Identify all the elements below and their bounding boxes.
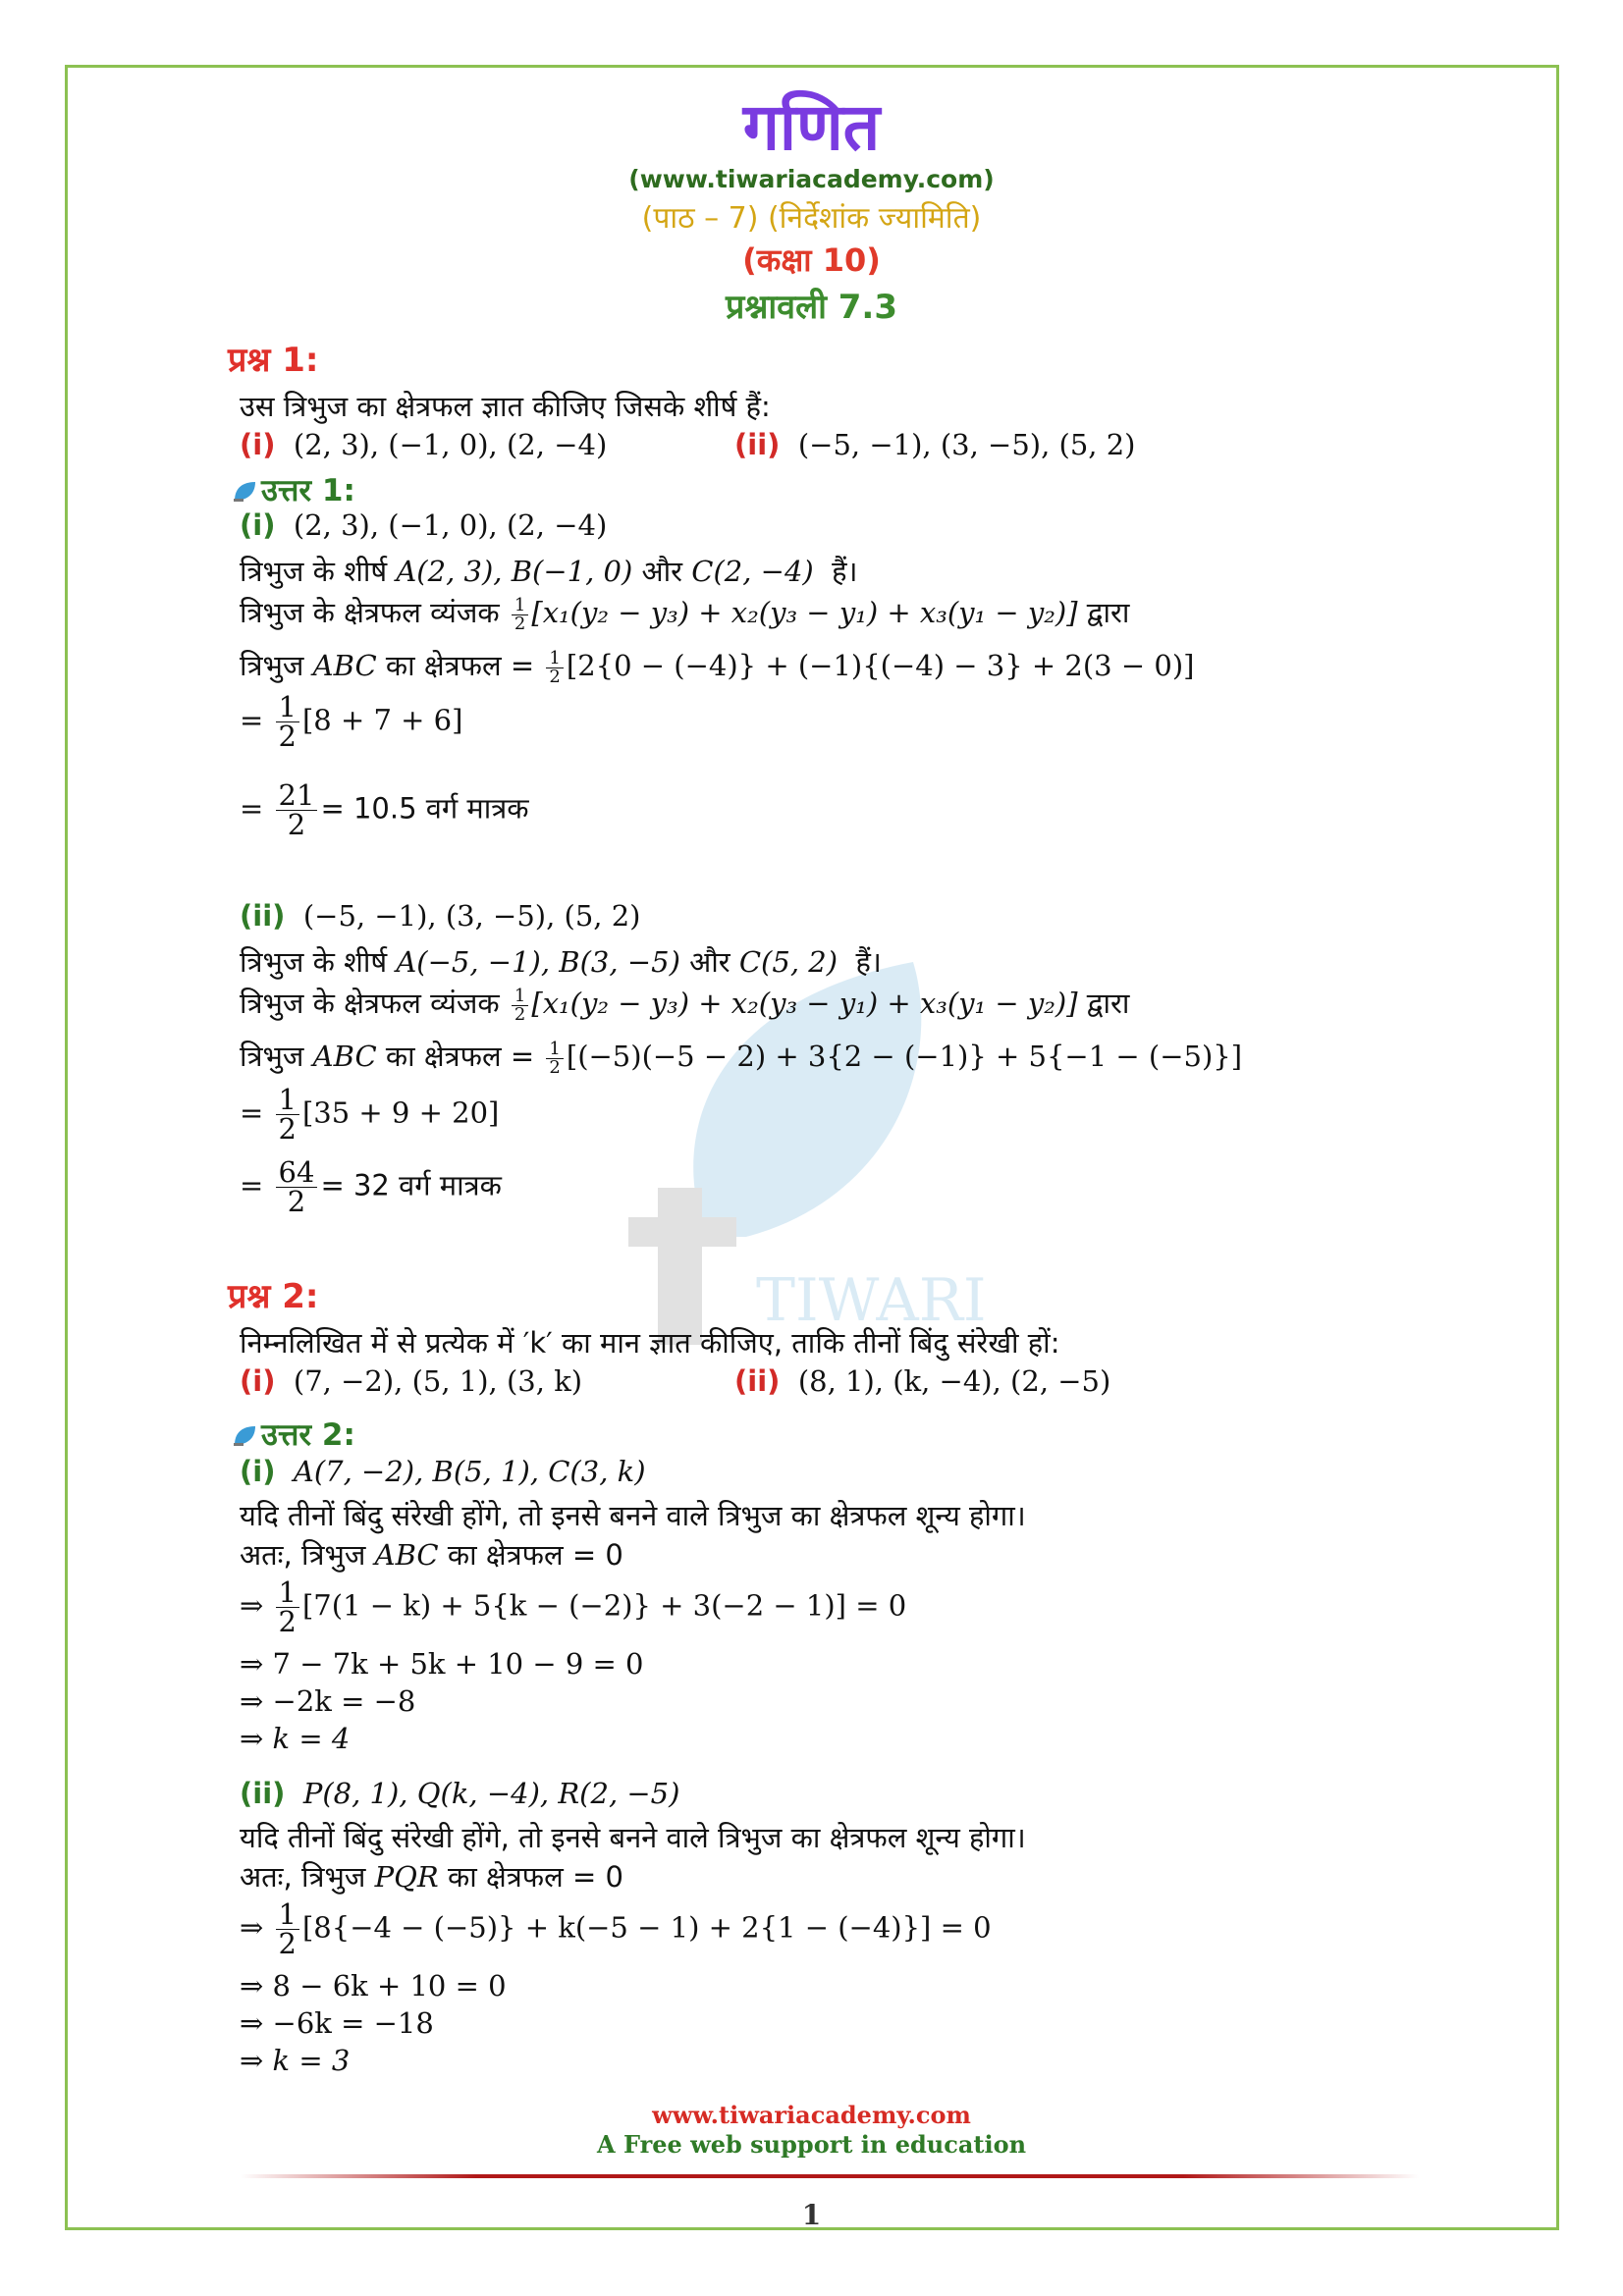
fraction bbox=[276, 1155, 318, 1218]
numerator: 64 bbox=[276, 1158, 318, 1188]
numerator: 1 bbox=[512, 988, 528, 1006]
numerator: 21 bbox=[276, 781, 318, 811]
numerator: 1 bbox=[546, 650, 563, 668]
implies-arrow: ⇒ bbox=[240, 1684, 264, 1718]
denominator: 2 bbox=[278, 1605, 297, 1638]
part-label: (ii) bbox=[240, 899, 286, 933]
question-2-part-i bbox=[240, 1364, 582, 1398]
text: त्रिभुज के क्षेत्रफल व्यंजक bbox=[240, 987, 500, 1020]
fraction bbox=[276, 778, 318, 841]
answer-2-i-hence bbox=[240, 1535, 623, 1574]
answer-2-i-step1 bbox=[240, 1575, 907, 1638]
half-fraction bbox=[276, 1897, 299, 1960]
denominator: 2 bbox=[278, 1927, 297, 1960]
answer-1-i-formula bbox=[240, 593, 1129, 633]
answer-1-part-i bbox=[240, 508, 607, 542]
text: द्वारा bbox=[1086, 987, 1130, 1020]
answer-2-heading bbox=[232, 1414, 355, 1455]
expression: [2{0 − (−4)} + (−1){(−4) − 3} + 2(3 − 0)] bbox=[566, 649, 1195, 682]
result: = 10.5 वर्ग मात्रक bbox=[320, 791, 529, 826]
points: A(7, −2), B(5, 1), C(3, k) bbox=[293, 1455, 646, 1488]
question-2-part-ii bbox=[734, 1364, 1110, 1398]
vertex-c: C(5, 2) bbox=[738, 945, 839, 979]
triangle-name: ABC bbox=[312, 1040, 377, 1073]
answer-2-ii-step1 bbox=[240, 1897, 992, 1960]
text: अतः, त्रिभुज bbox=[240, 1860, 366, 1894]
half-fraction bbox=[546, 1038, 563, 1078]
expression: [35 + 9 + 20] bbox=[301, 1095, 500, 1130]
question-1-part-ii bbox=[734, 428, 1136, 461]
answer-2-i-step2 bbox=[240, 1647, 644, 1681]
implies-arrow: ⇒ bbox=[240, 2044, 264, 2077]
vertex-c: C(2, −4) bbox=[691, 555, 814, 588]
area-formula: [x₁(y₂ − y₃) + x₂(y₃ − y₁) + x₃(y₁ − y₂)] bbox=[531, 987, 1078, 1020]
expression: −6k = −18 bbox=[272, 2006, 434, 2040]
question-1-part-i bbox=[240, 428, 607, 461]
half-fraction bbox=[276, 690, 299, 753]
question-1-text: उस त्रिभुज का क्षेत्रफल ज्ञात कीजिए जिसके शीर्ष हैं: bbox=[240, 390, 771, 423]
expression: [7(1 − k) + 5{k − (−2)} + 3(−2 − 1)] = 0 bbox=[301, 1588, 907, 1623]
watermark-text: TIWARI bbox=[756, 1266, 987, 1335]
answer-2-i-step4 bbox=[240, 1722, 350, 1755]
denominator: 2 bbox=[549, 666, 561, 687]
equals: = bbox=[240, 703, 264, 737]
expression: k = 4 bbox=[272, 1722, 351, 1755]
half-fraction bbox=[276, 1575, 299, 1638]
half-fraction bbox=[512, 594, 528, 634]
implies-arrow: ⇒ bbox=[240, 1588, 264, 1623]
text: त्रिभुज के शीर्ष bbox=[240, 555, 388, 588]
answer-1-ii-step1 bbox=[240, 1083, 500, 1146]
numerator: 1 bbox=[276, 1578, 299, 1608]
half-fraction bbox=[512, 985, 528, 1025]
answer-1-i-area bbox=[240, 646, 1194, 686]
expression: k = 3 bbox=[272, 2044, 351, 2077]
leaf-icon bbox=[232, 479, 257, 505]
denominator: 2 bbox=[549, 1056, 561, 1078]
page-title: गणित bbox=[742, 89, 881, 165]
expression: [(−5)(−5 − 2) + 3{2 − (−1)} + 5{−1 − (−5)}] bbox=[566, 1040, 1243, 1073]
expression: [8{−4 − (−5)} + k(−5 − 1) + 2{1 − (−4)}] = 0 bbox=[301, 1910, 992, 1945]
part-label: (ii) bbox=[734, 428, 781, 461]
vertices-ab: A(−5, −1), B(3, −5) bbox=[396, 945, 680, 979]
expression: −2k = −8 bbox=[272, 1684, 416, 1718]
answer-2-ii-step2 bbox=[240, 1969, 507, 2002]
answer-2-part-i bbox=[240, 1455, 646, 1488]
text: हैं। bbox=[855, 945, 882, 979]
points: (−5, −1), (3, −5), (5, 2) bbox=[302, 899, 641, 933]
triangle-name: ABC bbox=[312, 649, 377, 682]
equals: = bbox=[240, 1168, 264, 1202]
denominator: 2 bbox=[278, 720, 297, 753]
triangle-name: ABC bbox=[374, 1538, 439, 1572]
denominator: 2 bbox=[514, 613, 526, 634]
footer-divider bbox=[241, 2174, 1419, 2178]
answer-2-i-step3 bbox=[240, 1684, 415, 1718]
numerator: 1 bbox=[276, 693, 299, 722]
answer-1-i-vertices bbox=[240, 552, 858, 590]
answer-1-heading bbox=[232, 469, 355, 510]
text: त्रिभुज bbox=[240, 649, 304, 682]
answer-heading-text: उत्तर 2: bbox=[261, 1417, 355, 1453]
footer-tagline: A Free web support in education bbox=[596, 2130, 1027, 2159]
text: त्रिभुज के शीर्ष bbox=[240, 945, 388, 979]
answer-1-ii-vertices bbox=[240, 942, 882, 981]
vertices-ab: A(2, 3), B(−1, 0) bbox=[396, 555, 633, 588]
implies-arrow: ⇒ bbox=[240, 2006, 264, 2040]
numerator: 1 bbox=[512, 597, 528, 615]
expression: 7 − 7k + 5k + 10 − 9 = 0 bbox=[272, 1647, 644, 1681]
denominator: 2 bbox=[287, 808, 306, 841]
answer-heading-text: उत्तर 1: bbox=[261, 473, 355, 508]
text: का क्षेत्रफल = bbox=[385, 1040, 535, 1073]
answer-1-ii-area bbox=[240, 1037, 1242, 1077]
implies-arrow: ⇒ bbox=[240, 1969, 264, 2002]
denominator: 2 bbox=[287, 1185, 306, 1218]
answer-2-part-ii bbox=[240, 1777, 679, 1810]
page-number: 1 bbox=[801, 2199, 822, 2231]
equals: = bbox=[240, 1095, 264, 1130]
equals: = bbox=[240, 791, 264, 826]
part-label: (i) bbox=[240, 428, 276, 461]
chapter-title: (पाठ – 7) (निर्देशांक ज्यामिति) bbox=[641, 201, 982, 236]
points: (2, 3), (−1, 0), (2, −4) bbox=[293, 508, 608, 542]
points: (2, 3), (−1, 0), (2, −4) bbox=[293, 428, 608, 461]
text: और bbox=[689, 945, 730, 979]
expression: 8 − 6k + 10 = 0 bbox=[272, 1969, 507, 2002]
numerator: 1 bbox=[276, 1900, 299, 1930]
footer-site-link[interactable]: www.tiwariacademy.com bbox=[652, 2101, 971, 2129]
text: अतः, त्रिभुज bbox=[240, 1538, 366, 1572]
half-fraction bbox=[276, 1083, 299, 1146]
answer-2-ii-step3 bbox=[240, 2006, 434, 2040]
result: = 32 वर्ग मात्रक bbox=[320, 1168, 502, 1202]
text: का क्षेत्रफल = bbox=[385, 649, 535, 682]
part-label: (i) bbox=[240, 1455, 276, 1488]
text: त्रिभुज के क्षेत्रफल व्यंजक bbox=[240, 596, 500, 629]
part-label: (i) bbox=[240, 508, 276, 542]
question-2-text: निम्नलिखित में से प्रत्येक में ′k′ का मान ज्ञात कीजिए, ताकि तीनों बिंदु संरेखी हों: bbox=[240, 1326, 1060, 1360]
header-site: (www.tiwariacademy.com) bbox=[628, 165, 995, 193]
triangle-name: PQR bbox=[374, 1860, 439, 1894]
text: और bbox=[641, 555, 683, 588]
implies-arrow: ⇒ bbox=[240, 1647, 264, 1681]
numerator: 1 bbox=[546, 1041, 563, 1059]
expression: [8 + 7 + 6] bbox=[301, 703, 463, 737]
answer-2-ii-hence bbox=[240, 1857, 623, 1896]
text: हैं। bbox=[832, 555, 858, 588]
answer-2-i-collinear: यदि तीनों बिंदु संरेखी होंगे, तो इनसे बनने वाले त्रिभुज का क्षेत्रफल शून्य होगा। bbox=[240, 1499, 1026, 1532]
answer-2-ii-collinear: यदि तीनों बिंदु संरेखी होंगे, तो इनसे बनने वाले त्रिभुज का क्षेत्रफल शून्य होगा। bbox=[240, 1821, 1026, 1854]
text: का क्षेत्रफल = 0 bbox=[447, 1860, 623, 1894]
question-2-heading: प्रश्न 2: bbox=[228, 1277, 319, 1316]
answer-1-i-step1 bbox=[240, 690, 463, 753]
exercise-label: प्रश्नावली 7.3 bbox=[725, 288, 898, 327]
denominator: 2 bbox=[514, 1003, 526, 1025]
denominator: 2 bbox=[278, 1112, 297, 1146]
leaf-icon bbox=[232, 1423, 257, 1449]
points: (8, 1), (k, −4), (2, −5) bbox=[797, 1364, 1111, 1398]
text: का क्षेत्रफल = 0 bbox=[447, 1538, 623, 1572]
implies-arrow: ⇒ bbox=[240, 1910, 264, 1945]
class-label: (कक्षा 10) bbox=[742, 241, 881, 279]
points: (7, −2), (5, 1), (3, k) bbox=[293, 1364, 583, 1398]
part-label: (ii) bbox=[240, 1777, 286, 1810]
points: P(8, 1), Q(k, −4), R(2, −5) bbox=[302, 1777, 680, 1810]
part-label: (i) bbox=[240, 1364, 276, 1398]
answer-1-part-ii bbox=[240, 899, 641, 933]
answer-1-ii-formula bbox=[240, 984, 1129, 1024]
half-fraction bbox=[546, 647, 563, 687]
numerator: 1 bbox=[276, 1086, 299, 1115]
text: त्रिभुज bbox=[240, 1040, 304, 1073]
answer-1-ii-result bbox=[240, 1155, 502, 1218]
implies-arrow: ⇒ bbox=[240, 1722, 264, 1755]
area-formula: [x₁(y₂ − y₃) + x₂(y₃ − y₁) + x₃(y₁ − y₂)] bbox=[531, 596, 1078, 629]
answer-2-ii-step4 bbox=[240, 2044, 350, 2077]
points: (−5, −1), (3, −5), (5, 2) bbox=[797, 428, 1136, 461]
answer-1-i-result bbox=[240, 778, 529, 841]
part-label: (ii) bbox=[734, 1364, 781, 1398]
question-1-heading: प्रश्न 1: bbox=[228, 341, 319, 380]
text: द्वारा bbox=[1086, 596, 1130, 629]
